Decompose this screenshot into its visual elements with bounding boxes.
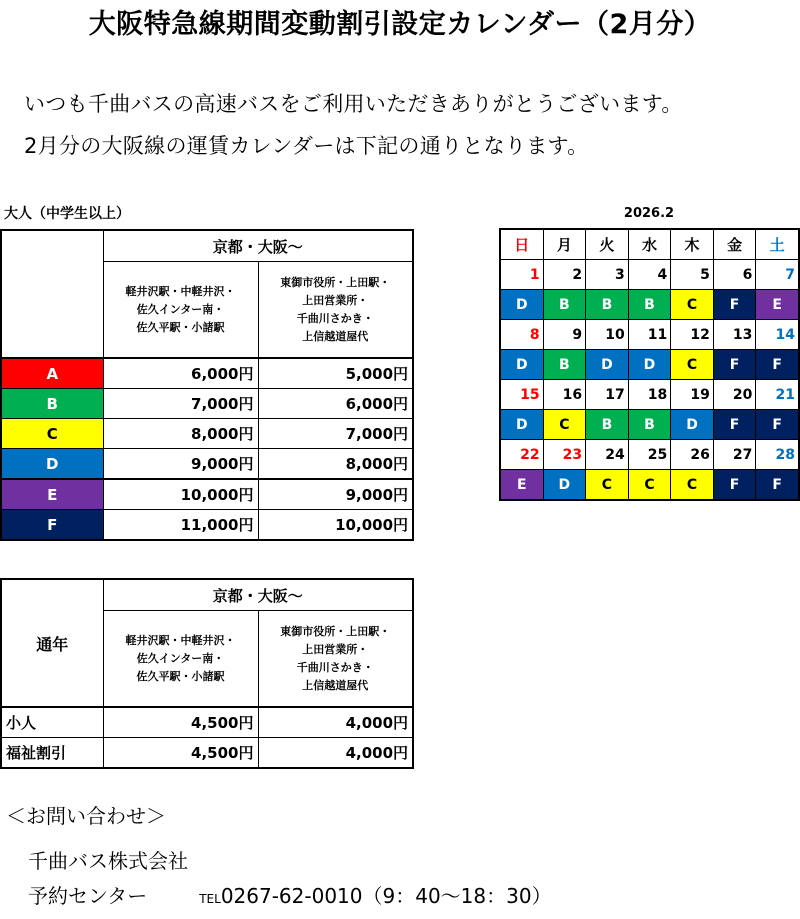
fare-code-cell: C: [671, 290, 714, 320]
fare-code-cell: E: [756, 290, 799, 320]
yearround-row: [1, 707, 413, 738]
origin-text: 東御市役所・上田駅・: [280, 624, 391, 638]
intro-line-1: いつも千曲バスの高速バスをご利用いただきありがとうございます。: [24, 92, 683, 116]
tier-row: [1, 389, 413, 419]
origin-text: 上信越道屋代: [302, 678, 369, 692]
origin-text: 千曲川さかき・: [296, 311, 374, 325]
weekday-cell: 水: [628, 229, 671, 260]
date-cell: 8: [500, 320, 543, 350]
date-cell: 25: [628, 440, 671, 470]
weekday-cell: 火: [586, 229, 629, 260]
contact-company: 千曲バス株式会社: [28, 849, 188, 873]
origin-group-1: [103, 262, 258, 359]
price-cell: 5,000円: [258, 358, 413, 389]
date-cell: 12: [671, 320, 714, 350]
date-cell: 24: [586, 440, 629, 470]
adult-fare-table: [0, 229, 414, 541]
origin-text: 東御市役所・上田駅・: [280, 275, 391, 289]
tier-label: C: [1, 419, 103, 449]
contact-heading: ＜お問い合わせ＞: [6, 804, 166, 828]
origin-text: 軽井沢駅・中軽井沢・: [125, 633, 236, 647]
fare-code-cell: C: [628, 470, 671, 501]
tier-row: [1, 510, 413, 541]
price-cell: 11,000円: [103, 510, 258, 541]
price-cell: 7,000円: [103, 389, 258, 419]
fare-code-cell: D: [500, 410, 543, 440]
destination-header: 京都・大阪〜: [103, 579, 413, 611]
price-cell: 10,000円: [103, 479, 258, 510]
fare-code-cell: B: [543, 290, 586, 320]
fare-code-cell: D: [671, 410, 714, 440]
tel-prefix: TEL: [199, 892, 221, 906]
fare-type-label: 小人: [1, 707, 103, 738]
date-cell: 23: [543, 440, 586, 470]
tier-label: D: [1, 449, 103, 480]
fare-code-cell: F: [713, 350, 756, 380]
origin-text: 千曲川さかき・: [296, 660, 374, 674]
origin-text: 軽井沢駅・中軽井沢・: [125, 284, 236, 298]
intro-line-2: 2月分の大阪線の運賃カレンダーは下記の通りとなります。: [24, 134, 589, 158]
weekday-cell: 月: [543, 229, 586, 260]
fare-type-label: 福祉割引: [1, 738, 103, 769]
date-cell: 9: [543, 320, 586, 350]
price-cell: 7,000円: [258, 419, 413, 449]
date-row: [500, 440, 799, 470]
tier-row: [1, 479, 413, 510]
price-cell: 8,000円: [103, 419, 258, 449]
origin-text: 佐久インター南・: [136, 302, 225, 316]
yearround-fare-table: [0, 578, 414, 769]
origin-text: 佐久インター南・: [136, 651, 225, 665]
price-cell: 4,000円: [258, 707, 413, 738]
tier-label: A: [1, 358, 103, 389]
origin-group-1: [103, 611, 258, 708]
date-row: [500, 380, 799, 410]
price-cell: 4,000円: [258, 738, 413, 769]
price-cell: 9,000円: [103, 449, 258, 480]
adult-table-label: 大人（中学生以上）: [4, 206, 130, 222]
date-cell: 21: [756, 380, 799, 410]
yearround-row: [1, 738, 413, 769]
date-cell: 20: [713, 380, 756, 410]
fare-code-cell: F: [756, 470, 799, 501]
weekday-header-row: [500, 229, 799, 260]
origin-text: 上田営業所・: [302, 642, 369, 656]
date-cell: 27: [713, 440, 756, 470]
fare-code-row: [500, 290, 799, 320]
date-cell: 1: [500, 260, 543, 290]
tier-row: [1, 358, 413, 389]
tier-label: F: [1, 510, 103, 541]
price-cell: 10,000円: [258, 510, 413, 541]
reservation-center-label: 予約センター: [28, 884, 148, 908]
date-cell: 6: [713, 260, 756, 290]
fare-code-cell: C: [671, 350, 714, 380]
date-cell: 19: [671, 380, 714, 410]
yearround-label: 通年: [1, 579, 103, 707]
date-cell: 2: [543, 260, 586, 290]
fare-code-cell: B: [586, 410, 629, 440]
date-cell: 13: [713, 320, 756, 350]
date-row: [500, 260, 799, 290]
origin-text: 佐久平駅・小諸駅: [136, 320, 225, 334]
date-cell: 28: [756, 440, 799, 470]
origin-group-2: [258, 262, 413, 359]
fare-calendar: [499, 228, 800, 501]
date-cell: 17: [586, 380, 629, 410]
fare-code-row: [500, 350, 799, 380]
fare-code-row: [500, 410, 799, 440]
fare-code-cell: C: [543, 410, 586, 440]
date-cell: 14: [756, 320, 799, 350]
contact-phone-line: [28, 880, 552, 909]
calendar-title: 2026.2: [623, 206, 675, 221]
origin-text: 上田営業所・: [302, 293, 369, 307]
origin-group-2: [258, 611, 413, 708]
fare-code-cell: F: [713, 290, 756, 320]
fare-code-row: [500, 470, 799, 501]
tier-label: B: [1, 389, 103, 419]
date-row: [500, 320, 799, 350]
origin-text: 上信越道屋代: [302, 329, 369, 343]
tier-row: [1, 419, 413, 449]
corner-cell: [1, 230, 103, 358]
fare-code-cell: D: [543, 470, 586, 501]
fare-code-cell: B: [543, 350, 586, 380]
phone-number: 0267-62-0010（9：40〜18：30）: [220, 884, 552, 908]
date-cell: 26: [671, 440, 714, 470]
weekday-cell: 木: [671, 229, 714, 260]
date-cell: 18: [628, 380, 671, 410]
price-cell: 9,000円: [258, 479, 413, 510]
fare-code-cell: F: [713, 410, 756, 440]
date-cell: 10: [586, 320, 629, 350]
tier-label: E: [1, 479, 103, 510]
tier-row: [1, 449, 413, 480]
price-cell: 6,000円: [103, 358, 258, 389]
weekday-cell: 土: [756, 229, 799, 260]
price-cell: 4,500円: [103, 738, 258, 769]
date-cell: 7: [756, 260, 799, 290]
date-cell: 11: [628, 320, 671, 350]
price-cell: 8,000円: [258, 449, 413, 480]
weekday-cell: 日: [500, 229, 543, 260]
price-cell: 4,500円: [103, 707, 258, 738]
fare-code-cell: B: [586, 290, 629, 320]
fare-code-cell: F: [713, 470, 756, 501]
price-cell: 6,000円: [258, 389, 413, 419]
date-cell: 22: [500, 440, 543, 470]
fare-code-cell: F: [756, 350, 799, 380]
weekday-cell: 金: [713, 229, 756, 260]
date-cell: 3: [586, 260, 629, 290]
fare-code-cell: D: [628, 350, 671, 380]
date-cell: 15: [500, 380, 543, 410]
fare-code-cell: B: [628, 290, 671, 320]
fare-code-cell: B: [628, 410, 671, 440]
page-title: 大阪特急線期間変動割引設定カレンダー（2月分）: [88, 9, 712, 40]
fare-code-cell: F: [756, 410, 799, 440]
origin-text: 佐久平駅・小諸駅: [136, 669, 225, 683]
date-cell: 4: [628, 260, 671, 290]
fare-code-cell: E: [500, 470, 543, 501]
fare-code-cell: D: [500, 350, 543, 380]
date-cell: 16: [543, 380, 586, 410]
fare-code-cell: D: [500, 290, 543, 320]
fare-code-cell: C: [586, 470, 629, 501]
fare-code-cell: D: [586, 350, 629, 380]
date-cell: 5: [671, 260, 714, 290]
destination-header: 京都・大阪〜: [103, 230, 413, 262]
fare-code-cell: C: [671, 470, 714, 501]
